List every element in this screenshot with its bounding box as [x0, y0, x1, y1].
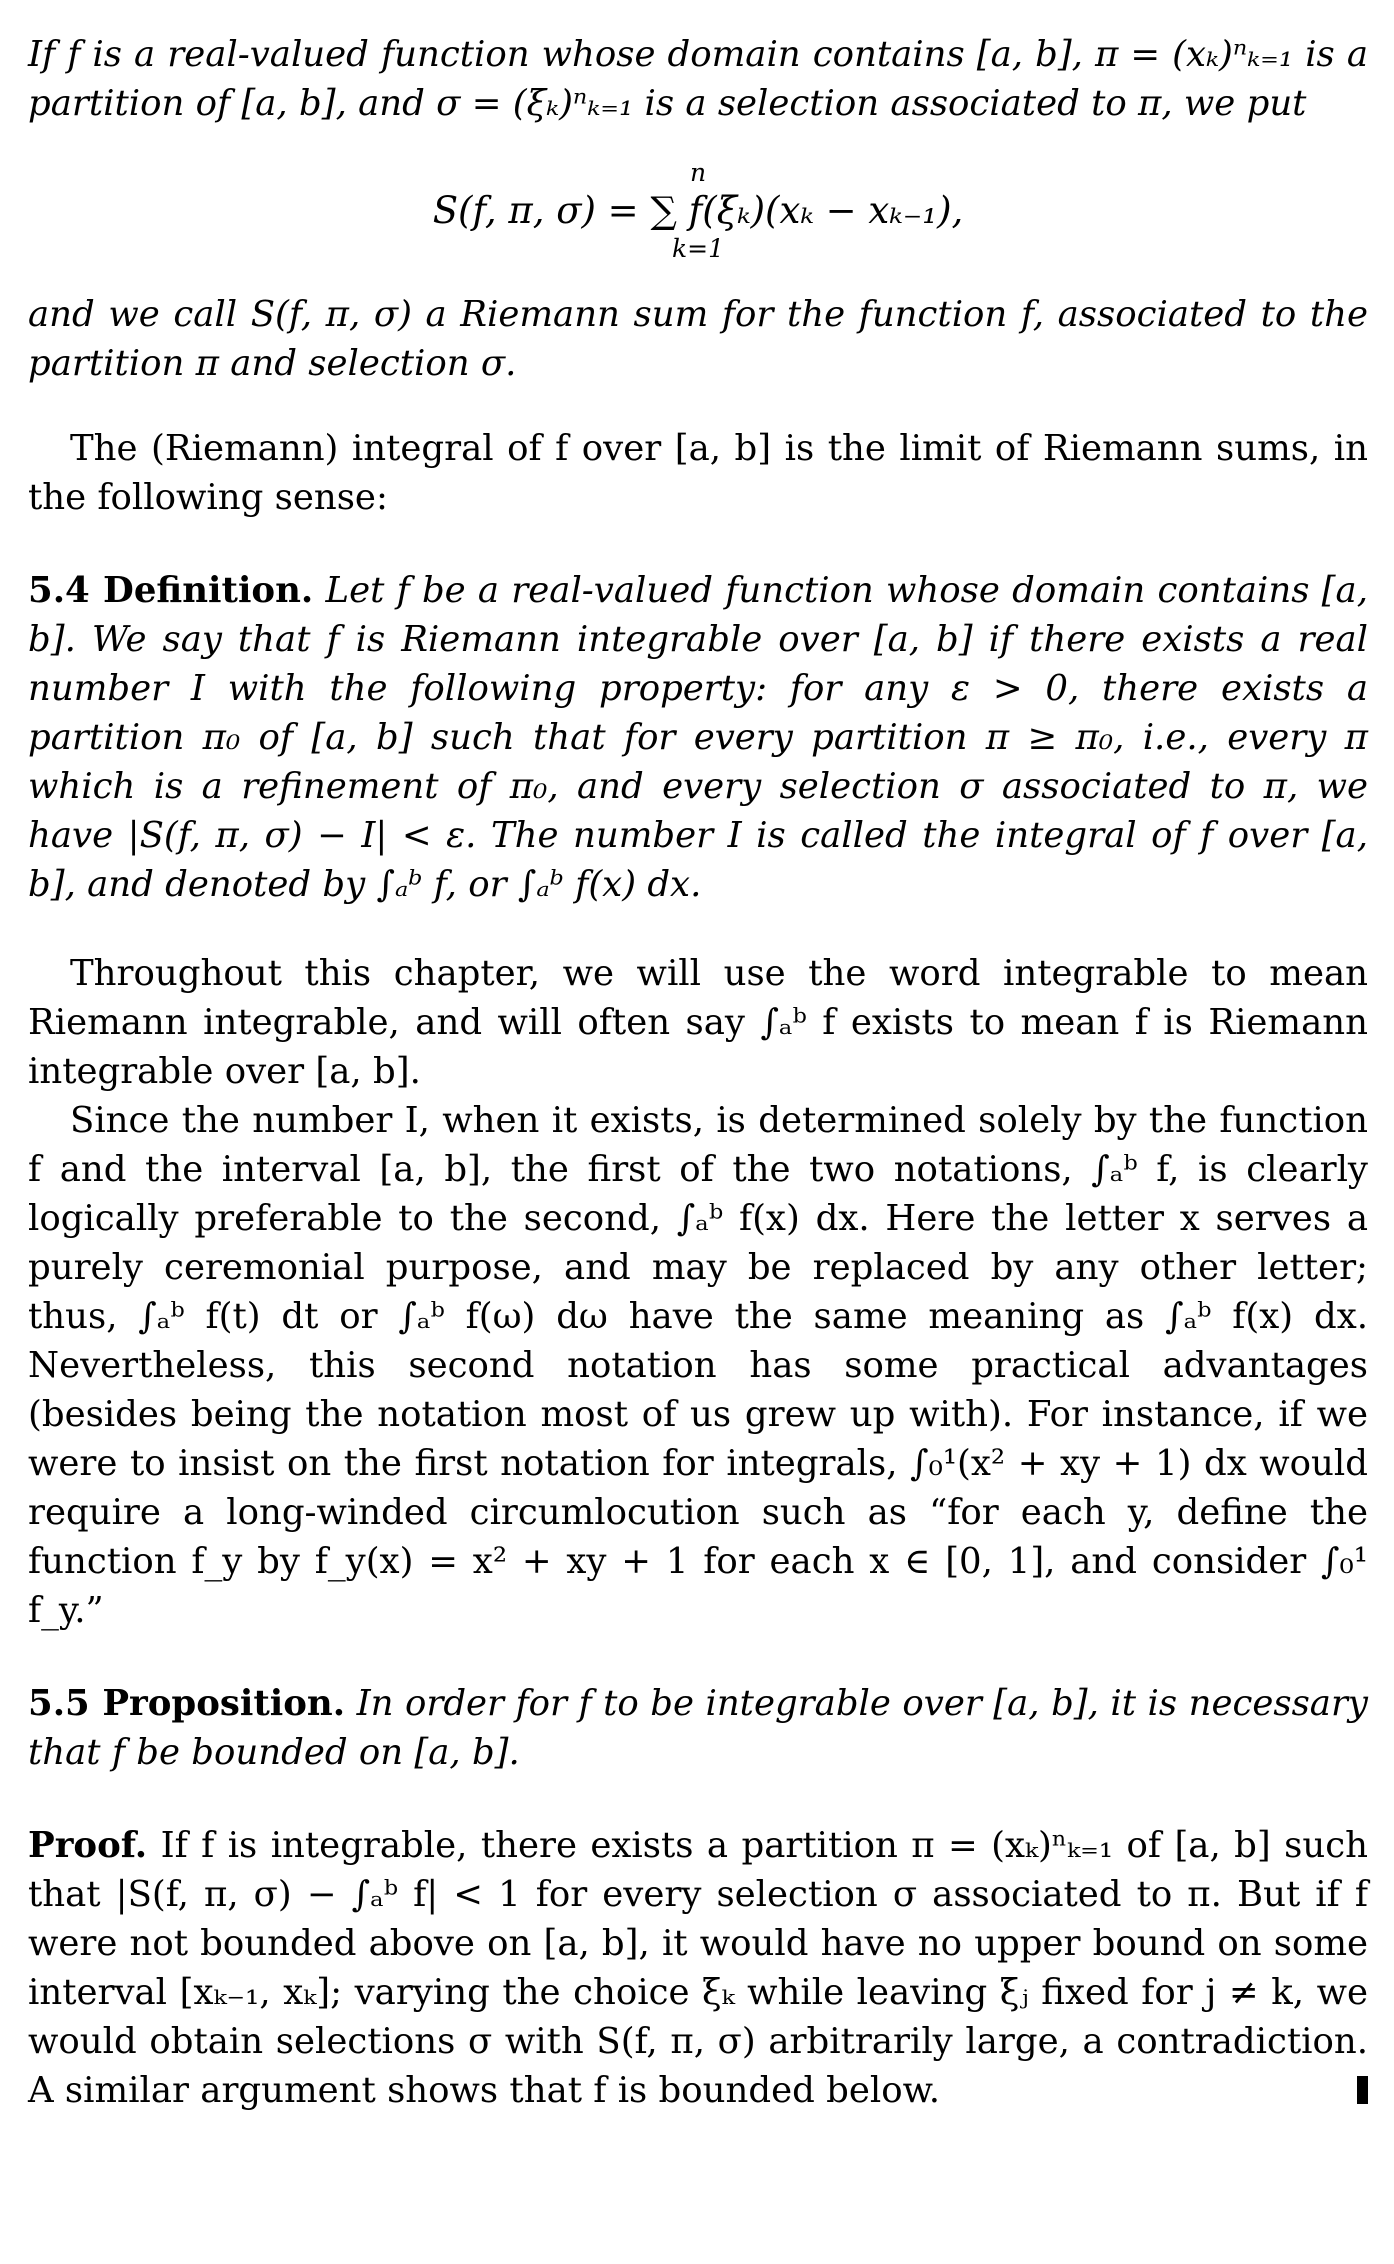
- definition-heading: 5.4 Definition.: [28, 570, 314, 611]
- proof-heading: Proof.: [28, 1825, 148, 1866]
- proposition-text: In order for f to be integrable over [a, b], it is necessary that f be bounded on [a, b].: [28, 1683, 1368, 1773]
- intro-paragraph: If f is a real-valued function whose domain contains [a, b], π = (xₖ)ⁿₖ₌₁ is a partition of [a, b], and σ = (ξₖ)ⁿₖ₌₁ is a selection associated to π, we put: [28, 34, 1368, 124]
- integral-intro-paragraph: The (Riemann) integral of f over [a, b] is the limit of Riemann sums, in the following sense:: [28, 428, 1368, 518]
- sum-expression: S(f, π, σ) = ∑ f(ξₖ)(xₖ − xₖ₋₁),: [432, 189, 964, 232]
- notation-paragraph: Since the number I, when it exists, is determined solely by the function f and the interval [a, b], the first of the two notations, ∫ₐᵇ f, is clearly logically preferable to the second, ∫ₐᵇ f(x) dx. Here the letter x serves a purely ceremonial purpose, and may be replaced by any other letter; thus, ∫ₐᵇ f(t) dt or ∫ₐᵇ f(ω) dω have the same meaning as ∫ₐᵇ f(x) dx. Nevertheless, this second notation has some practical advantages (besides being the notation most of us grew up with). For instance, if we were to insist on the first notation for integrals, ∫₀¹(x² + xy + 1) dx would require a long-winded circumlocution such as “for each y, define the function f_y by f_y(x) = x² + xy + 1 for each x ∈ [0, 1], and consider ∫₀¹ f_y.”: [28, 1100, 1368, 1631]
- proof-text: If f is integrable, there exists a partition π = (xₖ)ⁿₖ₌₁ of [a, b] such that |S(f, π, σ) − ∫ₐᵇ f| < 1 for every selection σ associated to π. But if f were not bounded above on [a, b], it would have no upper bound on some interval [xₖ₋₁, xₖ]; varying the choice ξₖ while leaving ξⱼ fixed for j ≠ k, we would obtain selections σ with S(f, π, σ) arbitrarily large, a contradiction. A similar argument shows that f is bounded below.: [28, 1825, 1369, 2111]
- throughout-paragraph: Throughout this chapter, we will use the word integrable to mean Riemann integrable, and will often say ∫ₐᵇ f exists to mean f is Riemann integrable over [a, b].: [28, 953, 1368, 1092]
- document-page: [28, 30, 1368, 2115]
- definition-5-4: [28, 566, 1368, 909]
- riemann-sum-definition: and we call S(f, π, σ) a Riemann sum for the function f, associated to the partition π and selection σ.: [28, 294, 1368, 384]
- end-of-proof-mark: [1357, 2076, 1368, 2104]
- proof-paragraph: [28, 1821, 1368, 2115]
- riemann-sum-formula: [28, 158, 1368, 264]
- sum-upper-limit: n: [689, 158, 707, 187]
- definition-text: Let f be a real-valued function whose domain contains [a, b]. We say that f is Riemann integrable over [a, b] if there exists a real number I with the following property: for any ε > 0, there exists a partition π₀ of [a, b] such that for every partition π ≥ π₀, i.e., every π which is a refinement of π₀, and every selection σ associated to π, we have |S(f, π, σ) − I| < ε. The number I is called the integral of f over [a, b], and denoted by ∫ₐᵇ f, or ∫ₐᵇ f(x) dx.: [28, 570, 1368, 905]
- sum-lower-limit: k=1: [671, 234, 724, 263]
- proposition-heading: 5.5 Proposition.: [28, 1683, 346, 1724]
- proposition-5-5: [28, 1679, 1368, 1777]
